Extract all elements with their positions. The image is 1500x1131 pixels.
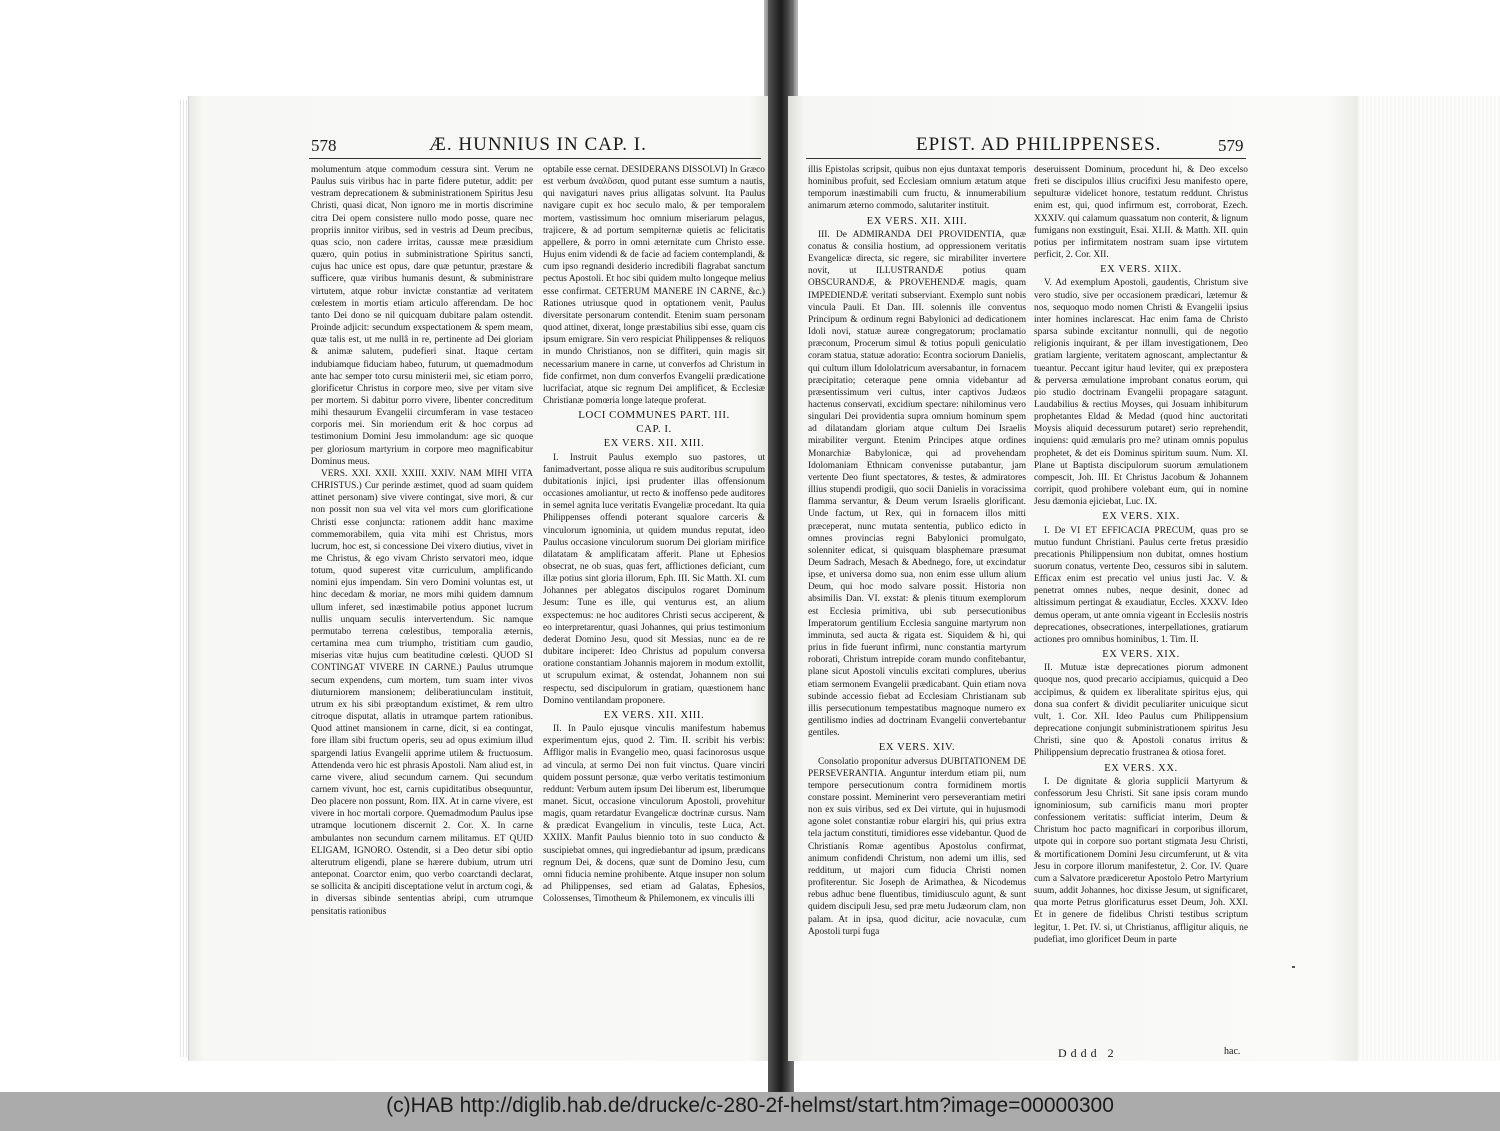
section-heading: EX VERS. XII. XIII. <box>603 709 705 721</box>
left-header-rule <box>309 158 761 159</box>
left-page-number: 578 <box>311 136 337 155</box>
text-paragraph: I. De VI ET EFFICACIA PRECUM, quas pro se mutuo fundunt Christiani. Paulus certe fretus præsidio precationis Philippensium non dubitat, omnes hostium suorum conatus, vertente Deo, cessuros sibi in salutem. Efficax enim est precatio vel unius justi Jac. V. & penetrat omnes nubes, neque desinit, donec ad altissimum pertingat & exaudiatur, Eccles. XXXV. Ideo demus operam, ut ante omnia vigeant in Ecclesiis nostris deprecationes, obsecrationes, interpellationes, gratiarum actiones pro omnibus hominibus, 1. Tim. II. <box>1034 525 1248 645</box>
text-paragraph: I. De dignitate & gloria supplicii Martyrum & confessorum Jesu Christi. Sit sane ipsis coram mundo ignominiosum, sub carnificis manu mori propter confessionem veritatis: sufficiat interim, Deum & Christum hoc pacto magnificari in corporibus illorum, utpote qui in corpore suo portant stigmata Jesu Christi, & mortificationem Domini Jesu circumferunt, ut & vita Jesu in corpore illorum manifestetur, 2. Cor. IV. Quare cum a Salvatore prædiceretur Apostolo Petro Martyrium suum, addit Johannes, hoc dixisse Jesum, ut significaret, qua morte Petrus glorificaturus esset Deum, Joh. XXI. Et in genere de fidelibus Christi testibus scriptum legitur, 1. Pet. IV. si, ut Christianus, affligitur aliquis, ne pudefiat, imo glorificet Deum in parte <box>1034 776 1248 945</box>
attribution-link[interactable]: (c)HAB http://diglib.hab.de/drucke/c-280-2f-helmst/start.htm?image=00000300 <box>386 1094 1114 1117</box>
paper-speck <box>1292 966 1295 968</box>
left-column-1 <box>311 164 533 1058</box>
signature-mark: Dddd 2 <box>1058 1046 1118 1060</box>
right-column-2 <box>1034 164 1248 1044</box>
text-paragraph: illis Epistolas scripsit, quibus non ejus duntaxat temporis hominibus profuit, sed Ecclesiam omnium ætatum atque temporum inæstimabili cum fructu, & innumerabilium animarum æterno commodo, salutariter instituit. <box>808 165 1026 212</box>
section-heading: EX VERS. XIIX. <box>1100 264 1182 276</box>
section-heading: EX VERS. XIV. <box>878 742 956 754</box>
left-running-head: Æ. HUNNIUS IN CAP. I. <box>429 134 647 155</box>
right-column-1 <box>808 164 1026 1058</box>
text-paragraph: III. De ADMIRANDA DEI PROVIDENTIA, quæ conatus & consilia hostium, ad oppressionem veritatis Evangelicæ directa, sic regere, sic mirabiliter invertere novit, ut ILLUSTRANDÆ potius quam OBSCURANDÆ, & PROVEHENDÆ magis, quam IMPEDIENDÆ veritati subserviant. Exemplo sunt nobis vincula Pauli. Et Dan. III. solennis ille conventus Principum & ordinum regni Babylonici ad dedicationem Idoli novi, statuæ aureæ congregatorum; proclamatio præconum, Procerum simul & totius populi geniculatio coram statua, statuæ adoratio: Econtra sociorum Danielis, qui cultum illum Idololatricum aversabantur, in fornacem præcipitatio; ceteraque pene omnia videbantur ad præsentissimum veri cultus, inter captivos Judæos hactenus conservati, excidium spectare: nihilominus vero singulari Dei providentia supra omnium hominum spem ad dilatandam gloriam atque cultum Dei Israelis mirabiliter vergunt. Etenim Principes atque ordines Monarchiæ Babylonicæ, qui ad provehendam Idolomaniam Ethnicam convenisse putabantur, jam vertente Deo fiunt spectatores, & testes, & admiratores illius stupendi prodigii, quo socii Danielis in voracissima flamma servantur, & Deum verum Israelis glorificant. Unde factum, ut Rex, qui in fornacem illos mitti præceperat, nunc mutata sententia, publico edicto in omnes provincias regni Babylonici promulgato, solenniter edicat, si quisquam blasphemare præsumat Deum Sadrach, Mesach & Abednego, fore, ut excindatur ipse, et universa domo sua, non enim esse ullum alium Deum, qui hoc modo salvare possit. Historia non absimilis Dan. VI. exstat: & plenis tituum exemplorum est Ecclesia primitiva, ubi sub persecutionibus Imperatorum gentilium Ecclesia sanguine martyrum non imminuta, sed aucta & rigata est. Siquidem & hi, qui prius in fide fuerunt infirmi, nunc constantia martyrum roborati, Christum intrepide coram mundo confitebantur, plane sicut Apostoli vinculis excitati complures, uberius etiam sermonem Evangelii prædicabant. Quin etiam nova subinde accessio fiebat ad Ecclesiam Christianam sub illis persecutionum tempestatibus magnoque numero ex gentilismo indies ad doctrinam Evangelii convertebantur gentiles. <box>808 229 1026 739</box>
catchword: hac. <box>1224 1046 1241 1057</box>
text-paragraph: I. Instruit Paulus exemplo suo pastores, ut fanimadvertant, posse aliqua re suis auditoribus scrupulum dubitationis injici, ipsi prudenter illas offensionum occasiones amoliantur, ut recto & inoffenso pede auditores in semel agnita luce veritatis Evangeliæ procedant. Ita quia Philippenses offendi poterant squalore carceris & vinculorum ignominia, ut quidem mundus reputat, ideo Paulus occasione vinculorum suorum Dei gloriam mirifice dilatatam & amplificatam afferit. Plane ut Ephesios obsecrat, ne ob suas, quas fert, afflictiones deficiant, cum illæ potius sint gloria illorum, Eph. III. Sic Matth. XI. cum Johannes per ablegatos discipulos rogaret Dominum Jesum: Tune es ille, qui venturus est, an alium exspectemus: ne hoc auditores Christi secus acciperent, & eo interpretarentur, quasi Johannes, qui prius testimonium dederat Domino Jesu, quod sit Messias, nunc ea de re dubitare inciperet: Ideo Christus ad populum conversa oratione constantiam Johannis majorem in modum extollit, ut scrupulum eximat, & ostendat, Johannem non sui respectu, sed discipulorum in gratiam, quæstionem hanc Domino ventilandam proponere. <box>543 452 765 706</box>
text-paragraph: optabile esse cernat. DESIDERANS DISSOLVI) In Græco est verbum ἀναλῦσαι, quod putant esse sumtum a nautis, qui navigaturi naves prius alligatas solvunt. Ita Paulus navigare cupit ex hoc seculo malo, & per temporalem mortem, vastissimum hoc omnium miseriarum pelagus, trajicere, & ad portum sempiternæ quietis ac felicitatis appellere, & porro in omni æternitate cum Christo esse. Hujus enim videndi & de facie ad faciem contemplandi, & cum ipso regnandi desiderio incredibili flagrabat sanctum pectus Apostoli. Et hoc sibi quidem multo longeque melius esse confirmat. CETERUM MANERE IN CARNE, &c.) Rationes utriusque quod in optationem venit, Paulus diversitate personarum contendit. Etenim suam personam quod attinet, dixerat, longe præstabilius sibi esse, quam cis ipsum emigrare. Sin vero respiciat Philippenses & reliquos in mundo Christianos, non se diffiteri, quin magis sit necessarium manere in carne, ut converfos ad Christum in fide confirmet, non dum converfos Evangelii prædicatione lucrifaciat, atque sic regnum Dei amplificet, & Ecclesiæ Christianæ pomœria longe lateque proferat. <box>543 165 765 406</box>
text-paragraph: V. Ad exemplum Apostoli, gaudentis, Christum sive vero studio, sive per occasionem prædicari, lætemur & nos, sequoquo modo nomen Christi & Evangelii ipsius inter homines inclarescat. Hac enim fama de Christo sparsa subinde excitantur nonnulli, qui de negotio religionis inquirant, & per illam investigationem, Deo gratiam largiente, veritatem agnoscant, amplectantur & tueantur. Peccant igitur haud leviter, qui ex præpostera & perversa æmulatione improbant conatus eorum, qui pio studio doctrinam Evangelii propagare satagunt. Laudabilius & rectius Moyses, qui Josuam inhibiturum prophetantes Eldad & Medad (quod hinc auctoritati Moysis aliquid decessurum putaret) serio reprehendit, inquiens: quid æmularis pro me? utinam omnis populus prophetet, & det eis Dominus spiritum suum. Num. XI. Plane ut Baptista discipulorum suorum æmulationem compescit, Joh. III. Et Christus Jacobum & Johannem corripit, quod prohibere volebant eum, qui in nomine Jesu dæmonia ejiciebat, Luc. IX. <box>1034 278 1248 508</box>
right-page-number: 579 <box>1218 136 1244 155</box>
section-heading: EX VERS. XII. XIII. <box>603 438 705 450</box>
left-page <box>188 96 773 1061</box>
text-paragraph: II. In Paulo ejusque vinculis manifestum habemus experimentum ejus, quod 2. Tim. II. scribit his verbis: Affligor malis in Evangelio meo, quasi facinorosus usque ad vincula, at sermo Dei non fuit vinctus. Quare vinciri quidem possunt personæ, quæ verbo veritatis testimonium reddunt: Verbum autem ipsum Dei liberum est, liberumque manet. Sicut, occasione vinculorum Apostoli, provehitur magis, quam retardatur Evangelicæ doctrinæ cursus. Nam & prædicat Evangelium in vinculis, teste Luca, Act. XXIIX. Manfit Paulus biennio toto in suo conducto & suscipiebat omnes, qui ingrediebantur ad ipsum, prædicans regnum Dei, & docens, quæ sunt de Domino Jesu, cum omni fiducia nemine prohibente. Atque insuper non solum ad Philippenses, sed etiam ad Galatas, Ephesios, Colossenses, Timotheum & Philemonem, ex vinculis illi <box>543 724 765 905</box>
text-paragraph: VERS. XXI. XXII. XXIII. XXIV. NAM MIHI VITA CHRISTUS.) Cur perinde æstimet, quod ad suam quidem attinet personam) sive vivere contingat, sive mori, & cur non possit non sua vel vita vel mors cum glorificatione Christi esse conjuncta: rationem addit hanc maxime commemorabilem, quia vita mihi est Christus, mors lucrum, hoc est, si concessione Dei vixero diutius, vivet in me Christus, & ego vivam Christo servatori meo, idque totum, quod superest vitæ curriculum, amplificando nomini ejus impendam. Sin vero Domini voluntas est, ut hinc decedam & moriar, ne mors mihi quidem damnum ullum inferet, sed inæstimabile potius apponet lucrum nullis unquam seculis intervertendum. Sic namque permutabo terrena cœlestibus, temporalia æternis, certamina mea cum triumpho, tristitiam cum gaudio, miserias vitæ hujus cum beatitudine cœlesti. QUOD SI CONTINGAT VIVERE IN CARNE.) Paulus utrumque secum expendens, cum mortem, tum suam inter vivos diuturniorem mansionem; deliberatiunculam instituit, utrum ex his sibi præoptandum existimet, & rem ultro citroque disputat, allatis in utramque partem rationibus. Quod attinet mansionem in carne, dicit, si ea contingat, fore illam sibi fructum operis, seu ad opus eximium illud spargendi latius Evangelii apprime utilem & fructuosum. Attendenda vero hic est phrasis Apostoli. Nam aliud est, in carne vivere, aliud secundum carnem. Qui secundum carnem vivunt, hoc est, carnis cupiditatibus obsequuntur, Deo placere non possunt, Rom. IIX. At in carne vivere, est vivere in hoc mortali corpore. Quemadmodum Paulus ipse utramque locutionem discernit 2. Cor. X. In carne ambulantes non secundum carnem militamus. ET QUID ELIGAM, IGNORO. Ostendit, si a Deo detur sibi optio alterutrum eligendi, plane se hærere dubium, utrum utri anteponat. Coarctor enim, quo verbo coarctandi declarat, se sollicita & ancipiti disceptatione velut in arctum cogi, & in diversas sibinde sententias abripi, cum utrumque pensitatis rationibus <box>311 468 533 917</box>
section-heading: EX VERS. XX. <box>1104 762 1178 774</box>
text-paragraph: deseruissent Dominum, procedunt hi, & Deo excelso freti se discipulos illius crucifixi Jesu manifesto opere, sepulturæ videlicet honore, testatum reddunt. Christus enim est, qui, quod infirmum est, corroborat, Ezech. XXXIV. qui calamum quassatum non conterit, & lignum fumigans non exstinguit, Esai. XLII. & Matth. XII. quin potius per infirmitatem nostram suam ipse virtutem perficit, 2. Cor. XII. <box>1034 165 1248 261</box>
section-heading: EX VERS. XIX. <box>1102 511 1180 523</box>
right-running-head: EPIST. AD PHILIPPENSES. <box>916 134 1162 155</box>
section-heading: EX VERS. XII. XIII. <box>866 215 968 227</box>
section-heading: CAP. I. <box>636 423 672 436</box>
text-paragraph: Consolatio proponitur adversus DUBITATIONEM DE PERSEVERANTIA. Anguntur interdum etiam pii, num tempore persecutionum contra formidinem mortis constare possint. Meminerint vero perseverantiam metiri non ex suis viribus, sed ex Dei virtute, qui in hujusmodi agone solet constantiæ robur elargiri his, qui prius extra tela jactum constituti, timidiores esse videbantur. Quod de Christianis Romæ agentibus Apostolus confirmat, animum confidendi Christum, non ademi um illis, sed redditum, ut majori cum fiducia Christi nomen profiterentur. Sic Joseph de Arimathea, & Nicodemus rebus adhuc bene fluentibus, timidiusculo agunt, & sunt quidem discipuli Jesu, sed præ metu Judæorum clam, non palam. At in ipsa, quod dicitur, acie novaculæ, cum Apostoli turpi fuga <box>808 756 1026 937</box>
left-column-2 <box>543 164 765 1058</box>
page-edge-right <box>1358 96 1500 1061</box>
text-paragraph: molumentum atque commodum cessura sint. Verum ne Paulus suis viribus hac in parte fidere putetur, addit: per vestram deprecationem & subministrationem Spiritus Jesu Christi, quasi dicat, Non ignoro me in mortis discrimine citra Dei opem consistere nullo modo posse, quare nec propriis innitor viribus, sed in vestris ad Deum precibus, quas scio, non cadere irritas, caussæ meæ præsidium quæro, quin potius in subministratione Spiritus sancti, cujus hac unice est opus, dare quæ petuntur, præstare & sufficere, quæ viribus humanis desunt, & subministrare virtutem, atque robur invictæ constantiæ ad veritatem cœlestem in mortis etiam articulo afferendam. De hoc tanto Dei dono se nil quicquam dubitare palam ostendit. Proinde adjicit: secundum exspectationem & spem meam, quæ talis est, ut me nullâ in re, pertinente ad Dei gloriam & animæ salutem, pudefieri sinat. Itaque certam indubiamque fiduciam habeo, futurum, ut quemadmodum ante hac semper toto cursu ministerii mei, sic etiam porro, glorificetur Christus in corpore meo, sive per vitam sive per mortem. Si dabitur porro vivere, libenter concreditum mihi thesaurum Evangelii circumferam in vase testaceo corporis mei. Sin moriendum erit & hoc corpus ad testimonium Domini Jesu immolandum: age sic quoque per gloriosum martyrium in corpore meo magnificabitur Dominus meus. <box>311 165 533 467</box>
section-heading: LOCI COMMUNES PART. III. <box>578 409 730 422</box>
section-heading: EX VERS. XIX. <box>1102 649 1180 661</box>
right-header-rule <box>806 158 1246 159</box>
page-edge-left <box>180 100 188 1057</box>
right-page <box>788 96 1358 1061</box>
text-paragraph: II. Mutuæ istæ deprecationes piorum admonent quoque nos, quod precario accipiamus, quicquid a Deo accipimus, & quidem ex liberalitate spiritus ejus, qui dona sua confert & dividit peculiariter unicuique sicut vult, 1. Cor. XII. Ideo Paulus cum Philippensium deprecatione conjungit subministrationem spiritus Jesu Christi, sine quo & Apostoli conatus irritus & Philippensium deprecatio frustranea & otiosa foret. <box>1034 663 1248 759</box>
